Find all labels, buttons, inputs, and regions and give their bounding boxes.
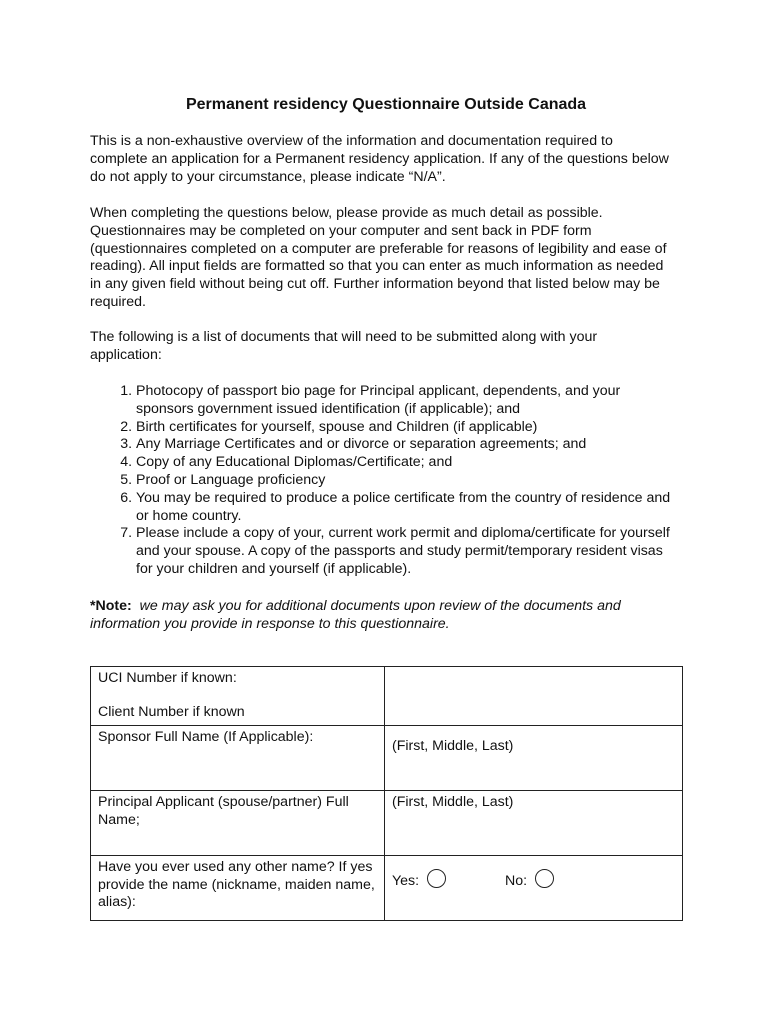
other-name-label: Have you ever used any other name? If yes provide the name (nickname, maiden name, alias):: [98, 858, 375, 911]
note-label: *Note:: [90, 598, 132, 614]
other-name-row: [91, 855, 683, 920]
note: [90, 598, 680, 634]
sponsor-name-hint: (First, Middle, Last): [392, 737, 514, 754]
document-item: 1. Photocopy of passport bio page for Principal applicant, dependents, and your sponsors government issued identification (if applicable); and: [136, 383, 680, 419]
uci-row: [91, 667, 683, 697]
sponsor-row: [91, 725, 683, 790]
document-item: 6. You may be required to produce a police certificate from the country of residence and or home country.: [136, 490, 680, 526]
list-intro: The following is a list of documents that will need to be submitted along with your application:: [90, 329, 598, 363]
principal-name-input[interactable]: [385, 790, 683, 855]
principal-name-hint: (First, Middle, Last): [392, 793, 514, 810]
document-item: 7. Please include a copy of your, current work permit and diploma/certificate for yourself and your spouse. A copy of the passports and study permit/temporary resident visas for your children and yourself (if applicable).: [136, 525, 680, 578]
yes-label: Yes:: [392, 872, 420, 889]
principal-label: Principal Applicant (spouse/partner) Full Name;: [98, 793, 349, 828]
document-item: 3. Any Marriage Certificates and or divorce or separation agreements; and: [136, 436, 680, 454]
no-radio[interactable]: [535, 869, 554, 888]
yes-no-group: [392, 869, 675, 891]
sponsor-label: Sponsor Full Name (If Applicable):: [98, 728, 314, 745]
principal-row: [91, 790, 683, 855]
uci-label-cell: [91, 667, 385, 697]
principal-label-cell: [91, 790, 385, 855]
document-item: 4. Copy of any Educational Diplomas/Certificate; and: [136, 454, 680, 472]
uci-label: UCI Number if known:: [98, 670, 237, 686]
client-label: Client Number if known: [98, 704, 245, 720]
document-item: 5. Proof or Language proficiency: [136, 472, 680, 490]
other-name-answer-cell: [385, 855, 683, 920]
sponsor-label-cell: [91, 725, 385, 790]
questionnaire-form-table: [90, 666, 683, 921]
documents-list: [90, 383, 680, 579]
intro-paragraph: This is a non-exhaustive overview of the information and documentation required to complete an application for a Permanent residency application. If any of the questions below do not apply to your circumstance, please indicate “N/A”.: [90, 133, 669, 185]
sponsor-name-input[interactable]: [385, 725, 683, 790]
yes-radio[interactable]: [427, 869, 446, 888]
uci-client-input[interactable]: [385, 667, 683, 726]
document-item: 2. Birth certificates for yourself, spouse and Children (if applicable): [136, 419, 680, 437]
client-label-cell: [91, 696, 385, 725]
no-label: No:: [505, 872, 528, 889]
instructions-paragraph: When completing the questions below, please provide as much detail as possible. Questionnaires may be completed on your computer and sent back in PDF form (questionnaires completed on a computer are preferable for reasons of legibility and ease of reading). All input fields are formatted so that you can enter as much information as needed in any given field without being cut off. Further information beyond that listed below may be required.: [90, 205, 667, 310]
note-text: we may ask you for additional documents upon review of the documents and information you provide in response to this questionnaire.: [90, 598, 621, 632]
page-title: Permanent residency Questionnaire Outside Canada: [185, 96, 587, 113]
other-name-label-cell: [91, 855, 385, 920]
